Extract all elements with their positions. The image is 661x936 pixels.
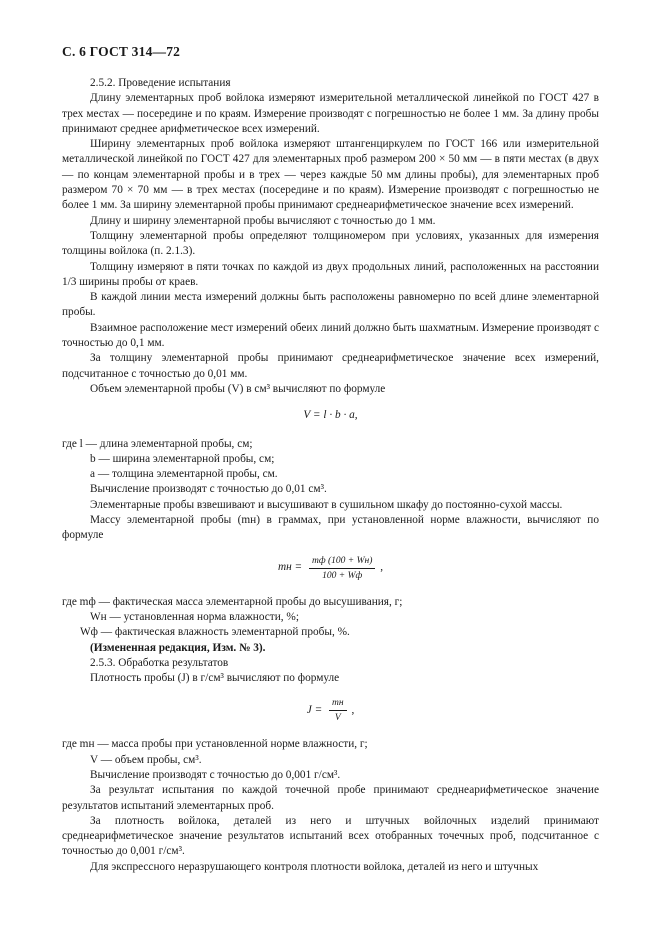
formula-mass bbox=[62, 555, 599, 582]
formula-lhs: mн = bbox=[277, 561, 303, 574]
paragraph-mass: Массу элементарной пробы (mн) в граммах, при установленной норме влажности, вычисляют по формуле bbox=[62, 514, 599, 542]
paragraph-drying: Элементарные пробы взвешивают и высушивают в сушильном шкафу до постоянно-сухой массы. bbox=[90, 498, 563, 511]
where-list-volume bbox=[62, 437, 599, 483]
paragraph-density-precision: Вычисление производят с точностью до 0,001 г/см³. bbox=[90, 768, 341, 781]
paragraph-precision: Длину и ширину элементарной пробы вычисляют с точностью до 1 мм. bbox=[90, 214, 436, 227]
where-item: a — толщина элементарной пробы, см. bbox=[90, 468, 278, 481]
formula-numerator: mн bbox=[329, 697, 347, 711]
edition-note: (Измененная редакция, Изм. № 3). bbox=[90, 641, 266, 654]
section-2-5-3-heading: 2.5.3. Обработка результатов bbox=[90, 656, 229, 669]
formula-volume: V = l · b · a, bbox=[303, 409, 358, 422]
paragraph-thickness: Толщину элементарной пробы определяют толщиномером при условиях, указанных для измерения толщины войлока (п. 2.1.3). bbox=[62, 229, 599, 258]
paragraph-point-result: За результат испытания по каждой точечной пробе принимают среднеарифметическое значение результатов испытаний элементарных проб. bbox=[62, 784, 599, 812]
where-item: где mн — масса пробы при установленной норме влажности, г; bbox=[62, 738, 368, 751]
paragraph-express-control: Для экспрессного неразрушающего контроля плотности войлока, деталей из него и штучных bbox=[90, 860, 539, 873]
where-item: где l — длина элементарной пробы, см; bbox=[62, 437, 253, 450]
where-list-mass bbox=[62, 595, 599, 641]
formula-lhs: J = bbox=[306, 704, 323, 717]
where-item: Wн — установленная норма влажности, %; bbox=[90, 610, 299, 623]
paragraph-width: Ширину элементарных проб войлока измеряют штангенциркулем по ГОСТ 166 или измерительной металлической линейкой по ГОСТ 427 для элементарных проб размером 200 × 50 мм — в пяти местах (в двух — по концам элементарной пробы и в трех — через каждые 50 мм длины пробы), для элементарных проб размером 70 × 70 мм — в трех местах (посередине и по краям). Измерение производят с погрешностью не более 1 мм. За ширину элементарной пробы принимают среднеарифметическое значение всех измерений. bbox=[62, 138, 599, 212]
formula-fraction bbox=[309, 555, 375, 582]
where-list-density bbox=[62, 737, 599, 768]
formula-denominator: V bbox=[334, 713, 341, 724]
paragraph-volume: Объем элементарной пробы (V) в см³ вычисляют по формуле bbox=[90, 382, 386, 395]
formula-fraction bbox=[329, 697, 347, 724]
formula-tail: , bbox=[351, 704, 355, 717]
where-item: Wф — фактическая влажность элементарной пробы, %. bbox=[80, 626, 350, 639]
section-2-5-2-heading: 2.5.2. Проведение испытания bbox=[90, 77, 231, 89]
paragraph-lines: В каждой линии места измерений должны быть расположены равномерно по всей длине элементарной пробы. bbox=[62, 291, 599, 319]
formula-tail: , bbox=[380, 561, 384, 574]
paragraph-thickness-points bbox=[62, 260, 599, 291]
text-part: Толщину измеряют в пяти точках по каждой из двух продольных линий, расположенных на расстоянии bbox=[90, 260, 599, 273]
paragraph-volume-precision: Вычисление производят с точностью до 0,01 см³. bbox=[90, 483, 327, 496]
where-item: b — ширина элементарной пробы, см; bbox=[90, 452, 275, 465]
where-item: где mф — фактическая масса элементарной пробы до высушивания, г; bbox=[62, 595, 403, 608]
page-header: С. 6 ГОСТ 314—72 bbox=[62, 44, 181, 59]
text-part: ширины пробы от краев. bbox=[76, 275, 199, 288]
where-item: V — объем пробы, см³. bbox=[90, 753, 202, 766]
paragraph-felt-density: За плотность войлока, деталей из него и штучных войлочных изделий принимают среднеарифметическое значение результатов испытаний всех отобранных точечных проб, подсчитанное с точностью до 0,001 г/см³. bbox=[62, 814, 599, 858]
paragraph-density: Плотность пробы (J) в г/см³ вычисляют по формуле bbox=[90, 672, 340, 685]
document-body bbox=[62, 76, 599, 875]
paragraph-thickness-mean: За толщину элементарной пробы принимают среднеарифметическое значение всех измерений, подсчитанное с точностью до 0,01 мм. bbox=[62, 352, 599, 380]
formula-denominator: 100 + Wф bbox=[322, 570, 363, 581]
paragraph-length: Длину элементарных проб войлока измеряют измерительной металлической линейкой по ГОСТ 427 в трех местах — посередине и по краям. Измерение производят с погрешностью не более 1 мм. За длину пробы принимают среднее арифметическое всех измерений. bbox=[62, 92, 599, 135]
formula-density bbox=[62, 697, 599, 724]
formula-numerator: mф (100 + Wн) bbox=[309, 555, 375, 569]
fraction-one-third: 1/3 bbox=[62, 275, 77, 288]
paragraph-staggered: Взаимное расположение мест измерений обеих линий должно быть шахматным. Измерение производят с точностью до 0,1 мм. bbox=[62, 321, 599, 350]
